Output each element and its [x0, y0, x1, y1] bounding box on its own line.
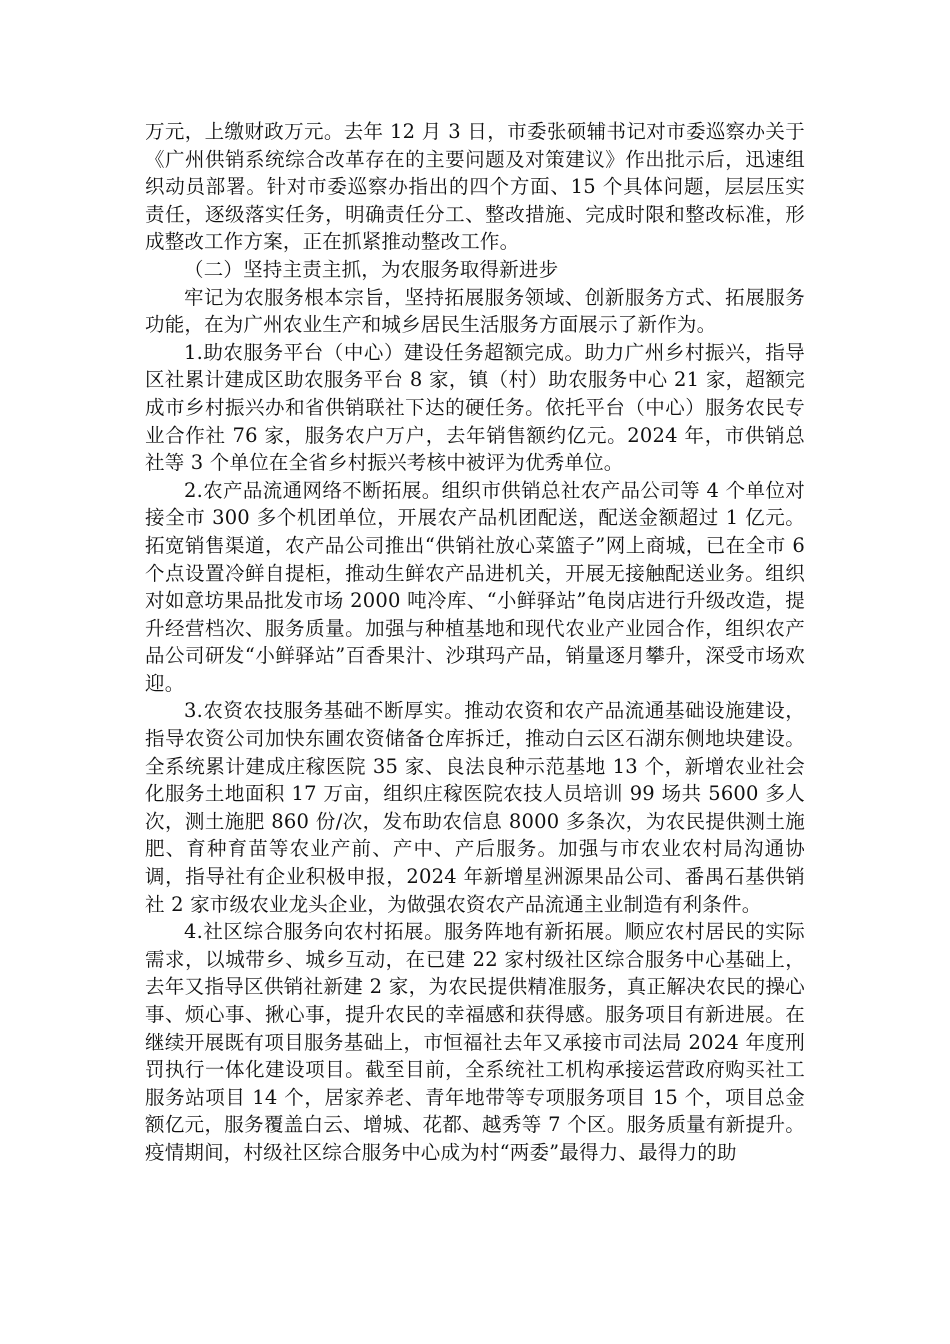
paragraph-item-2: 2.农产品流通网络不断拓展。组织市供销总社农产品公司等 4 个单位对接全市 300 多个机团单位，开展农产品机团配送，配送金额超过 1 亿元。拓宽销售渠道，农产品公司推出“供销社放心菜篮子”网上商城，已在全市 6 个点设置冷鲜自提柜，推动生鲜农产品进机关，开展无接触配送业务。组织对如意坊果品批发市场 2000 吨冷库、“小鲜驿站”龟岗店进行升级改造，提升经营档次、服务质量。加强与种植基地和现代农业产业园合作，组织农产品公司研发“小鲜驿站”百香果汁、沙琪玛产品，销量逐月攀升，深受市场欢迎。: [145, 478, 805, 695]
document-body: [145, 118, 805, 1167]
section-heading: （二）坚持主责主抓，为农服务取得新进步: [184, 257, 559, 281]
paragraph-item-3: 3.农资农技服务基础不断厚实。推动农资和农产品流通基础设施建设，指导农资公司加快东圃农资储备仓库拆迁，推动白云区石湖东侧地块建设。全系统累计建成庄稼医院 35 家、良法良种示范基地 13 个，新增农业社会化服务土地面积 17 万亩，组织庄稼医院农技人员培训 99 场共 5600 多人次，测土施肥 860 份/次，发布助农信息 8000 多条次，为农民提供测土施肥、育种育苗等农业产前、产中、产后服务。加强与市农业农村局沟通协调，指导社有企业积极申报，2024 年新增星洲源果品公司、番禺石基供销社 2 家市级农业龙头企业，为做强农资农产品流通主业制造有利条件。: [145, 699, 805, 916]
paragraph-item-4: 4.社区综合服务向农村拓展。服务阵地有新拓展。顺应农村居民的实际需求，以城带乡、城乡互动，在已建 22 家村级社区综合服务中心基础上，去年又指导区供销社新建 2 家，为农民提供精准服务，真正解决农民的操心事、烦心事、揪心事，提升农民的幸福感和获得感。服务项目有新进展。在继续开展既有项目服务基础上，市恒福社去年又承接市司法局 2024 年度刑罚执行一体化建设项目。截至目前，全系统社工机构承接运营政府购买社工服务站项目 14 个，居家养老、青年地带等专项服务项目 15 个，项目总金额亿元，服务覆盖白云、增城、花都、越秀等 7 个区。服务质量有新提升。疫情期间，村级社区综合服务中心成为村“两委”最得力、最得力的助: [145, 920, 805, 1164]
paragraph-intro: 万元，上缴财政万元。去年 12 月 3 日，市委张硕辅书记对市委巡察办关于《广州供销系统综合改革存在的主要问题及对策建议》作出批示后，迅速组织动员部署。针对市委巡察办指出的四个方面、15 个具体问题，层层压实责任，逐级落实任务，明确责任分工、整改措施、完成时限和整改标准，形成整改工作方案，正在抓紧推动整改工作。: [145, 120, 805, 254]
paragraph-item-1: 1.助农服务平台（中心）建设任务超额完成。助力广州乡村振兴，指导区社累计建成区助农服务平台 8 家，镇（村）助农服务中心 21 家，超额完成市乡村振兴办和省供销联社下达的硬任务。依托平台（中心）服务农民专业合作社 76 家，服务农户万户，去年销售额约亿元。2024 年，市供销总社等 3 个单位在全省乡村振兴考核中被评为优秀单位。: [145, 340, 805, 475]
paragraph-summary: 牢记为农服务根本宗旨，坚持拓展服务领域、创新服务方式、拓展服务功能，在为广州农业生产和城乡居民生活服务方面展示了新作为。: [145, 285, 805, 337]
